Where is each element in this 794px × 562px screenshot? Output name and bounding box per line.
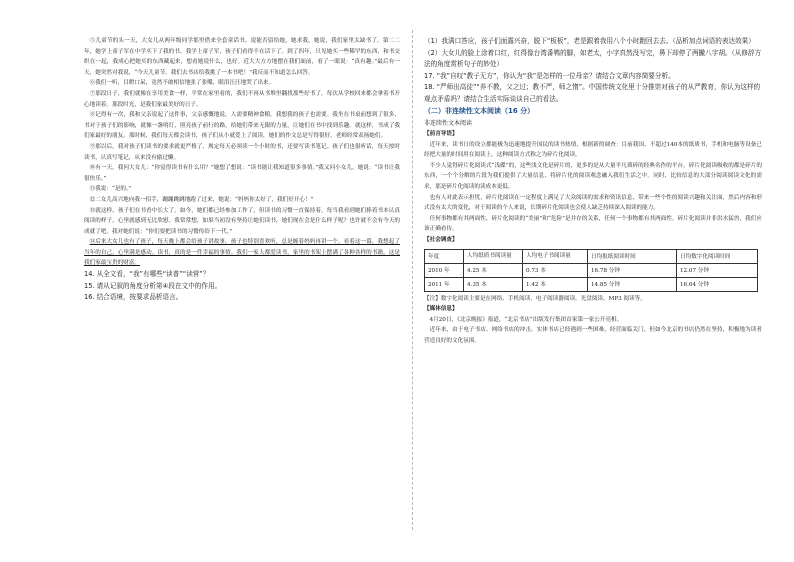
media-paragraph-2: 近年来，由于电子书店、网络书店的冲击，实体书店已经遇到一些困难，经营面临关门，但如今北京的书店仍然在坚持，积极地为读者营造良好的文化氛围。 [424,327,762,344]
table-header-cell: 日均报纸阅读时间 [588,249,677,263]
table-header-cell: 人均电子书阅读量 [523,249,588,263]
table-cell: 4.25 本 [464,263,523,277]
paragraph-7: ⑦那段日子，我们就像在享用美食一样，平常在家里看的，我们不再从书堆里翻找那些好书了，每次从学校回来都会拿着书开心地读着。那段时光，是我们家最美好的日子。 [84,90,400,108]
table-cell: 0.73 本 [523,263,588,277]
paragraph-9: ⑨那以后，我对孩子们读书的要求就更严格了，规定每天必须读一个小时的书，还要写读书笔记。孩子们也很听话，每天按时读书，认真写笔记，从来没有偷过懒。 [84,143,400,161]
question-18: 18. “严师出高徒”“养不教，父之过；教不严，师之惰”。中国传统文化里十分推崇对孩子的从严教育，你认为这样的观点矛盾吗？请结合生活实际谈谈自己的看法。 [424,83,761,103]
table-header-cell: 日均数字化阅读时间 [677,249,758,263]
intro-paragraph-1: 近年来，读书日的设立都能极为迅速地提升国民的读书热情，根据新的调查：目前我国，不超过140本的纸质书，手机和电脑等设备已经把大量的时间用在阅读上，这种阅读方式称之为碎片化阅读。 [424,141,762,159]
question-16-part-2: （2）大女儿的脸上涂着口红，红得像台湾番鸭的脚，如老太，小字真然没写完，鼻下却停了两撇八字胡。（从修辞方法的角度赏析句子的妙处） [424,48,762,68]
section-subtitle: 非连续性文本阅读 [424,120,473,127]
question-16-part-1: （1）我满口答应，孩子们面露兴奋，脱下“板板”，老是跟着我用八个小时跑回去去。（品析加点词语的表达效果） [424,37,755,45]
table-row [425,263,758,277]
intro-paragraph-3: 也有人对此表示担忧，碎片化阅读在一定程度上满足了大众阅读的需求和资讯信息，带来一些个性的阅读兴趣和关注面，然后内容和形式没有太大的变化，对于阅读的个人来说，长期碎片化阅读也会使人缺乏持续深入阅读的能力。 [424,194,762,212]
table-header-row [425,249,758,263]
table-cell: 14.85 分钟 [588,277,677,291]
question-16: 16. 结合语境，按要求品析语言。 [84,293,183,302]
table-row [425,277,758,291]
right-column [424,36,762,347]
question-17: 17. “我”自叹“教子无方”，你认为“我”是怎样的一位母亲？请结合文章内容简要分析。 [424,71,675,80]
tag-media: 【媒体信息】 [424,306,458,313]
question-15: 15. 请从记叙的角度分析第④段在文中的作用。 [84,281,222,290]
table-header-cell: 人均纸质书阅读量 [464,249,523,263]
table-cell: 2011 年 [425,277,464,291]
paragraph-8: ⑧记得有一次，我和父亲说起了这件事，父亲感慨地说，人需要精神食粮。我想我的孩子也需要。我坐在书桌前想到了很多，书对于孩子们的影响，就像一盏明灯，照亮孩子前行的路，给她们带来无限的力量，让她们在书中找到乐趣。就这样，书成了我们家最好的朋友。那时候，我们每天都会读书，孩子们从小就爱上了阅读，她们的作文总是写得很好，老师经常表扬她们。 [84,112,400,140]
table-cell: 16.64 分钟 [677,277,758,291]
section-title: （二）非连续性文本阅读（16 分） [424,107,535,115]
table-cell: 16.78 分钟 [588,263,677,277]
paragraph-6: ⑥我们一听，目瞪口呆，竟然不敢相信地张了张嘴，眼泪汪汪地哭了出来。 [89,80,275,87]
question-14: 14. 从全文看，“我”有哪些“读普”“读营”？ [84,270,210,279]
intro-paragraph-4: 任何事物都有其两面性，碎片化阅读的“美丽”和“危险”是并存的关系，任何一个事物都有其两面性。碎片化阅读并非洪水猛兽，我们应该正确看待。 [424,215,762,233]
paragraph-14: ⑭后来大女儿也有了孩子，每天晚上都会给孩子讲故事，孩子也特别喜欢听，总是缠着妈妈再讲一个。看着这一幕，我想起了当年的自己，心里满是感动。读书，真的是一件幸福的事情。我们一家人都爱读书，家里的书架上摆满了各种各样的书籍，这是我们家最宝贵的财富。 [84,239,400,267]
table-cell: 4.35 本 [464,277,523,291]
media-paragraph-1: 4月20日，《北京晚报》报道，“北京书店”出版发行集团首家第一家公开亮相。 [429,316,623,323]
table-note: 【注】数字化阅读主要是在网络、手机阅读、电子阅读器阅读、光盘阅读、MP3 阅读等。 [424,295,646,302]
column-divider [412,30,413,530]
paragraph-10: ⑩有一天，我问大女儿：“你觉得读书有什么用？”她想了想说：“读书能让我知道很多事情。”我又问小女儿，她说：“读书让我很快乐。” [84,165,400,182]
table-cell: 2010 年 [425,263,464,277]
tag-intro: 【前言导语】 [424,131,458,137]
paragraph-11: ⑪我说：“是的。” [89,186,132,193]
paragraph-5: ⑤儿童节的头一天，大女儿从两年级同学那里借来全套童话书，说能否留给她。她求我，她说，我们家里太缺书了。第二二年，她学上童子军在中学买下了我的书，我学上童子军，孩子们看得不在话下了。到了四年，只见她买一些稀罕的东西，和书交织在一起，我成心把她买的东西藏起来，想看她说什么，也好。近大大方方地摆在我们面前，看了一眼说：“真有趣。”最后有一天，她突然对我说，“今天儿童节，我们去书店给我挑了一本书吧！”我反而不知道怎么回答。 [84,38,400,76]
survey-table [424,249,758,292]
paragraph-12: ⑫二女儿高兴地向我一招手，蹦蹦跳跳地跑了过来，她说：“妈妈你太好了，我们好开心！” [89,196,314,203]
paragraph-13: ⑬就这样，孩子们在书香中长大了。如今，她们都已经参加工作了，但读书的习惯一直保持着。每当我看到她们捧着书本认真阅读的样子，心里就感到无比欣慰。我常常想，如果当初没有坚持让她们读书，她们现在会是什么样子呢？也许就不会有今天的成就了吧。我对她们说：“你们要把读书的习惯传给下一代。” [84,207,400,235]
table-cell: 12.07 分钟 [677,263,758,277]
intro-paragraph-2: 不少人觉得碎片化阅读式“浅碟”的，这些浅文化是碎片的，更多的是从大量平凡琐碎的经典名作的平台，碎片化阅读吸收的都是碎片的东西，一个个分解的片段为我们提供了大量信息，将碎片化的阅读观念融入我们生活之中。同时，比较信息的大部分阅读阅读文化的需求，那是碎片化阅读的读成本更低。 [424,162,762,190]
table-header-cell: 年度 [425,249,464,263]
left-column [84,36,400,304]
tag-survey: 【社会调查】 [424,236,458,243]
table-cell: 1.42 本 [523,277,588,291]
